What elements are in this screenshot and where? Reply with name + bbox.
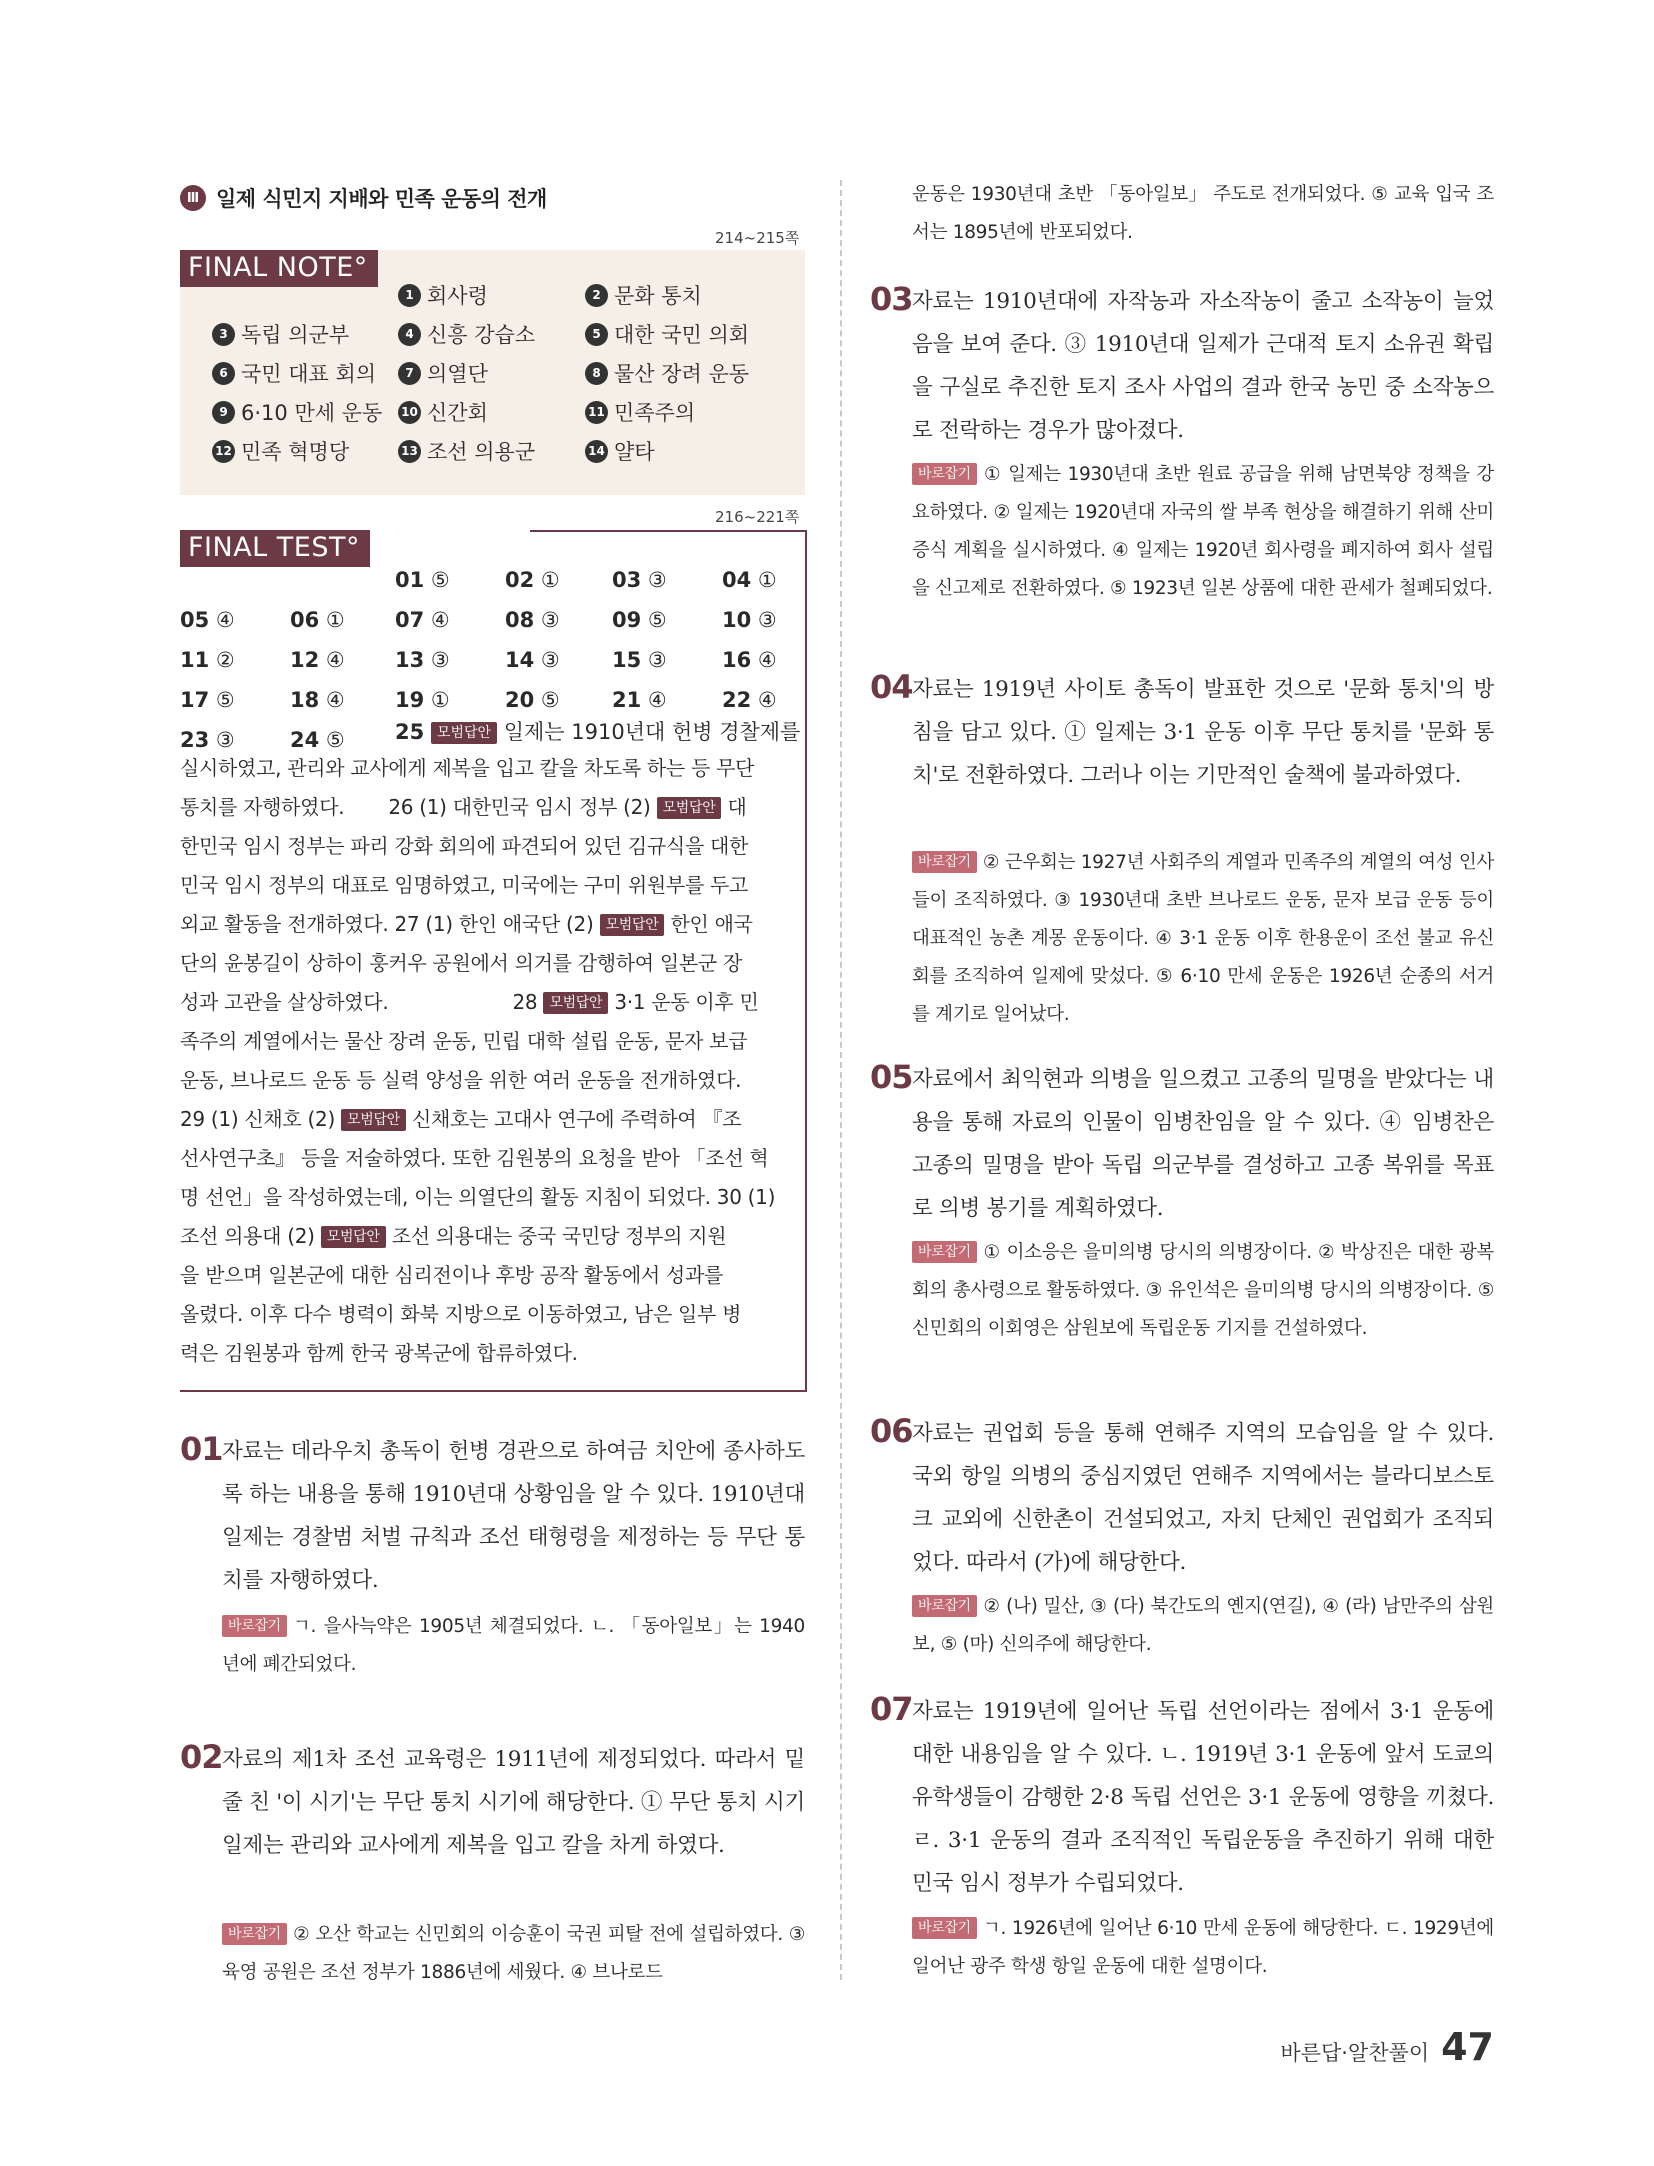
- answer-item: 23 ③: [180, 728, 235, 752]
- test-line: 단의 윤봉길이 상하이 훙커우 공원에서 의거를 감행하여 일본군 장: [180, 951, 742, 975]
- test-line: 족주의 계열에서는 물산 장려 운동, 민립 대학 설립 운동, 문자 보급: [180, 1029, 748, 1053]
- answer-item: 02 ①: [505, 568, 560, 592]
- test-line: 올렸다. 이후 다수 병력이 화북 지방으로 이동하였고, 남은 일부 병: [180, 1302, 742, 1326]
- answer-item: 05 ④: [180, 608, 235, 632]
- note-item: 3 독립 의군부: [212, 319, 349, 349]
- fix-badge: 바로잡기: [912, 1241, 977, 1263]
- answer-item: 20 ⑤: [505, 688, 560, 712]
- model-answer-badge: 모범답안: [431, 722, 497, 744]
- test-line: 운동, 브나로드 운동 등 실력 양성을 위한 여러 운동을 전개하였다.: [180, 1068, 742, 1092]
- answer-item: 14 ③: [505, 648, 560, 672]
- fix-badge: 바로잡기: [222, 1923, 287, 1945]
- note-item: 5 대한 국민 의회: [585, 319, 749, 349]
- note-item: 8 물산 장려 운동: [585, 358, 749, 388]
- answer-item: 17 ⑤: [180, 688, 235, 712]
- answer-item: 04 ①: [722, 568, 777, 592]
- fix-note: 바로잡기 ㄱ. 을사늑약은 1905년 체결되었다. ㄴ. 「동아일보」는 1940년에 폐간되었다.: [222, 1616, 805, 1675]
- answer-item: 21 ④: [612, 688, 667, 712]
- answer-item: 19 ①: [395, 688, 450, 712]
- answer-item: 15 ③: [612, 648, 667, 672]
- note-item: 12 민족 혁명당: [212, 436, 349, 466]
- fix-note: 바로잡기 ② 오산 학교는 신민회의 이승훈이 국권 피탈 전에 설립하였다. ③ 육영 공원은 조선 정부가 1886년에 세웠다. ④ 브나로드: [222, 1924, 805, 1983]
- test-line: 조선 의용대 (2) 모범답안 조선 의용대는 중국 국민당 정부의 지원: [180, 1224, 727, 1248]
- test-line: 명 선언」을 작성하였는데, 이는 의열단의 활동 지침이 되었다. 30 (1): [180, 1185, 776, 1209]
- answer-item: 12 ④: [290, 648, 345, 672]
- answer-item: 06 ①: [290, 608, 345, 632]
- fix-badge: 바로잡기: [912, 1917, 977, 1939]
- explanation-text: 자료의 제1차 조선 교육령은 1911년에 제정되었다. 따라서 밑줄 친 '이 시기'는 무단 통치 시기에 해당한다. ① 무단 통치 시기 일제는 관리와 교사에게 제복을 입고 칼을 차게 하였다.: [222, 1747, 805, 1858]
- question-number: 06: [870, 1412, 913, 1450]
- test-page-ref: 216~221쪽: [715, 508, 800, 526]
- note-item: 11 민족주의: [585, 397, 695, 427]
- fix-badge: 바로잡기: [912, 851, 977, 873]
- note-item: 10 신간회: [398, 397, 488, 427]
- column-divider: [840, 180, 842, 1980]
- answer-item: 16 ④: [722, 648, 777, 672]
- test-line: 외교 활동을 전개하였다. 27 (1) 한인 애국단 (2) 모범답안 한인 애국: [180, 912, 753, 936]
- answer-item: 24 ⑤: [290, 728, 345, 752]
- final-note-label: FINAL NOTE°: [180, 250, 378, 287]
- explanation-02-continued: 운동은 1930년대 초반 「동아일보」 주도로 전개되었다. ⑤ 교육 입국 조서는 1895년에 반포되었다.: [912, 184, 1494, 243]
- answer-item: 22 ④: [722, 688, 777, 712]
- explanation-text: 자료에서 최익현과 의병을 일으켰고 고종의 밀명을 받았다는 내용을 통해 자료의 인물이 임병찬임을 알 수 있다. ④ 임병찬은 고종의 밀명을 받아 독립 의군부를 결성하고 고종 복위를 목표로 의병 봉기를 계획하였다.: [912, 1067, 1494, 1221]
- page-number: 47: [1441, 2025, 1494, 2069]
- answer-item: 03 ③: [612, 568, 667, 592]
- note-item: 9 6·10 만세 운동: [212, 397, 382, 427]
- explanation-text: 자료는 1910년대에 자작농과 자소작농이 줄고 소작농이 늘었음을 보여 준다. ③ 1910년대 일제가 근대적 토지 소유권 확립을 구실로 추진한 토지 조사 사업의 결과 한국 농민 중 소작농으로 전락하는 경우가 많아졌다.: [912, 289, 1494, 443]
- page-footer: [1280, 2025, 1494, 2069]
- answer-item: 18 ④: [290, 688, 345, 712]
- test-line: 통치를 자행하였다. 26 (1) 대한민국 임시 정부 (2) 모범답안 대: [180, 795, 747, 819]
- note-item: 13 조선 의용군: [398, 436, 535, 466]
- answer-item: 08 ③: [505, 608, 560, 632]
- note-item: 2 문화 통치: [585, 280, 702, 310]
- question-number: 07: [870, 1690, 913, 1728]
- explanation-text: 자료는 데라우치 총독이 헌병 경관으로 하여금 치안에 종사하도록 하는 내용을 통해 1910년대 상황임을 알 수 있다. 1910년대 일제는 경찰범 처벌 규칙과 조선 태형령을 제정하는 등 무단 통치를 자행하였다.: [222, 1439, 805, 1593]
- question-number: 03: [870, 280, 913, 318]
- test-line: 선사연구초』 등을 저술하였다. 또한 김원봉의 요청을 받아 「조선 혁: [180, 1146, 769, 1170]
- section-number-badge: Ⅲ: [180, 185, 206, 211]
- test-line: 실시하였고, 관리와 교사에게 제복을 입고 칼을 차도록 하는 등 무단: [180, 756, 755, 780]
- fix-note: 바로잡기 ② (나) 밀산, ③ (다) 북간도의 옌지(연길), ④ (라) 남만주의 삼원보, ⑤ (마) 신의주에 해당한다.: [912, 1596, 1494, 1655]
- note-item: 1 회사령: [398, 280, 488, 310]
- fix-badge: 바로잡기: [222, 1615, 287, 1637]
- question-number: 01: [180, 1430, 223, 1468]
- explanation-text: 자료는 권업회 등을 통해 연해주 지역의 모습임을 알 수 있다. 국외 항일 의병의 중심지였던 연해주 지역에서는 블라디보스토크 교외에 신한촌이 건설되었고, 자치 단체인 권업회가 조직되었다. 따라서 (가)에 해당한다.: [912, 1421, 1494, 1575]
- fix-note: 바로잡기 ㄱ. 1926년에 일어난 6·10 만세 운동에 해당한다. ㄷ. 1929년에 일어난 광주 학생 항일 운동에 대한 설명이다.: [912, 1918, 1494, 1977]
- test-line: 한민국 임시 정부는 파리 강화 회의에 파견되어 있던 김규식을 대한: [180, 834, 749, 858]
- footer-label: 바른답·알찬풀이: [1280, 2041, 1430, 2065]
- test-line: 력은 김원봉과 함께 한국 광복군에 합류하였다.: [180, 1341, 578, 1365]
- answer-item: 09 ⑤: [612, 608, 667, 632]
- question-number: 04: [870, 668, 913, 706]
- final-test-label: FINAL TEST°: [180, 530, 370, 567]
- answer-item: 10 ③: [722, 608, 777, 632]
- note-item: 6 국민 대표 회의: [212, 358, 376, 388]
- note-item: 4 신흥 강습소: [398, 319, 535, 349]
- explanation-text: 자료는 1919년에 일어난 독립 선언이라는 점에서 3·1 운동에 대한 내용임을 알 수 있다. ㄴ. 1919년 3·1 운동에 앞서 도쿄의 유학생들이 감행한 2·8 독립 선언은 3·1 운동에 영향을 끼쳤다. ㄹ. 3·1 운동의 결과 조직적인 독립운동을 추진하기 위해 대한민국 임시 정부가 수립되었다.: [912, 1699, 1494, 1896]
- explanation-text: 자료는 1919년 사이토 총독이 발표한 것으로 '문화 통치'의 방침을 담고 있다. ① 일제는 3·1 운동 이후 무단 통치를 '문화 통치'로 전환하였다. 그러나 이는 기만적인 술책에 불과하였다.: [912, 677, 1494, 788]
- test-line: 민국 임시 정부의 대표로 임명하였고, 미국에는 구미 위원부를 두고: [180, 873, 749, 897]
- final-note-box: [180, 250, 805, 495]
- note-item: 7 의열단: [398, 358, 488, 388]
- fix-note: 바로잡기 ① 일제는 1930년대 초반 원료 공급을 위해 남면북양 정책을 강요하였다. ② 일제는 1920년대 자국의 쌀 부족 현상을 해결하기 위해 산미 증식 계획을 실시하였다. ④ 일제는 1920년 회사령을 폐지하여 회사 설립을 신고제로 전환하였다. ⑤ 1923년 일본 상품에 대한 관세가 철폐되었다.: [912, 464, 1494, 599]
- note-item: 14 얄타: [585, 436, 655, 466]
- answer-item: 11 ②: [180, 648, 235, 672]
- section-title: 일제 식민지 지배와 민족 운동의 전개: [216, 187, 547, 211]
- final-test-top-rule: [530, 530, 805, 532]
- answer-item: 13 ③: [395, 648, 450, 672]
- question-number: 05: [870, 1058, 913, 1096]
- answer-item: 01 ⑤: [395, 568, 450, 592]
- fix-note: 바로잡기 ② 근우회는 1927년 사회주의 계열과 민족주의 계열의 여성 인사들이 조직하였다. ③ 1930년대 초반 브나로드 운동, 문자 보급 운동 등이 대표적인 농촌 계몽 운동이다. ④ 3·1 운동 이후 한용운이 조선 불교 유신회를 조직하여 일제에 맞섰다. ⑤ 6·10 만세 운동은 1926년 순종의 서거를 계기로 일어났다.: [912, 852, 1494, 1025]
- note-page-ref: 214~215쪽: [715, 229, 800, 247]
- fix-note: 바로잡기 ① 이소응은 을미의병 당시의 의병장이다. ② 박상진은 대한 광복회의 총사령으로 활동하였다. ③ 유인석은 을미의병 당시의 의병장이다. ⑤ 신민회의 이회영은 삼원보에 독립운동 기지를 건설하였다.: [912, 1242, 1494, 1339]
- question-number: 02: [180, 1738, 223, 1776]
- answer-item: 07 ④: [395, 608, 450, 632]
- fix-badge: 바로잡기: [912, 463, 977, 485]
- test-line: 29 (1) 신채호 (2) 모범답안 신채호는 고대사 연구에 주력하여 『조: [180, 1107, 742, 1131]
- fix-badge: 바로잡기: [912, 1595, 977, 1617]
- q25-line: 25 모범답안 일제는 1910년대 헌병 경찰제를: [395, 720, 801, 744]
- test-line: 성과 고관을 살상하였다. 28 모범답안 3·1 운동 이후 민: [180, 990, 759, 1014]
- section-heading: [180, 183, 547, 213]
- test-line: 을 받으며 일본군에 대한 심리전이나 후방 공작 활동에서 성과를: [180, 1263, 723, 1287]
